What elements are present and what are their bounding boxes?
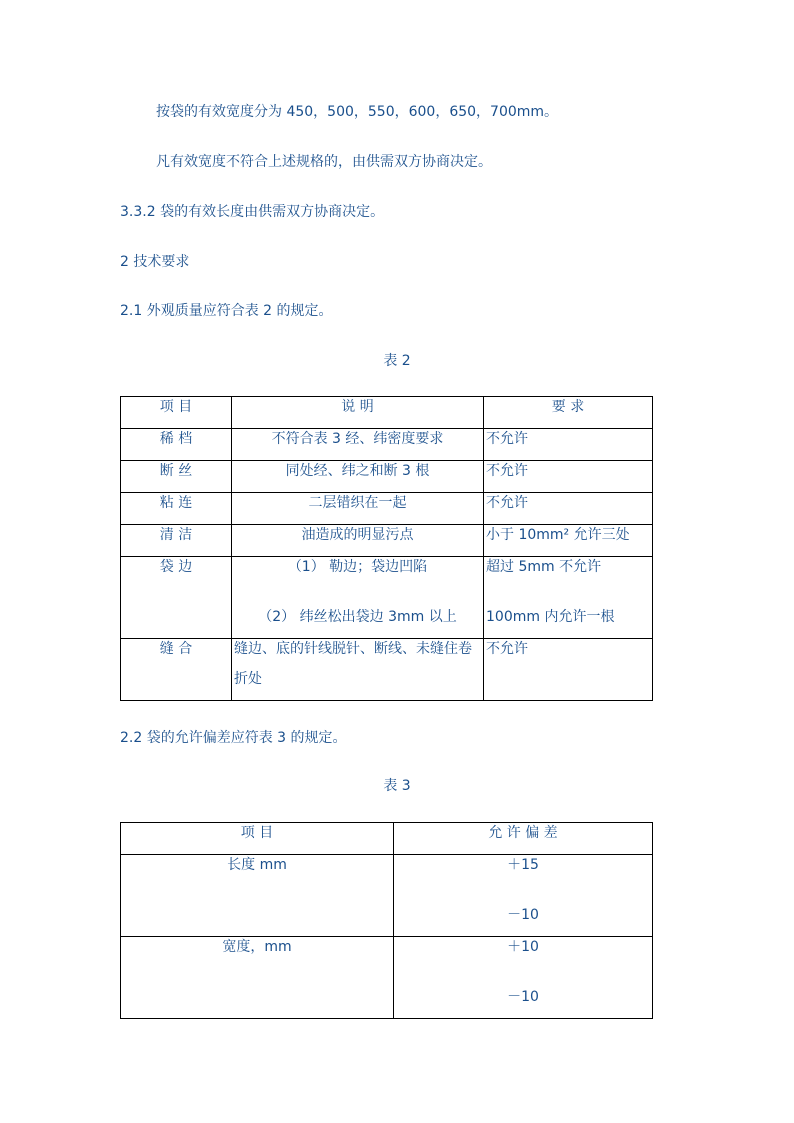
paragraph-tolerance: 2.2 袋的允许偏差应符表 3 的规定。 (120, 730, 347, 746)
table-row (121, 493, 653, 525)
section-heading-tech: 2 技术要求 (120, 254, 190, 270)
header-item: 项 目 (121, 397, 232, 429)
row-desc: 同处经、纬之和断 3 根 (232, 461, 484, 493)
table-3 (120, 822, 653, 1019)
row-desc (232, 557, 484, 639)
tolerance-plus: ＋10 (507, 939, 539, 955)
header-item: 项 目 (121, 823, 394, 855)
row-req: 不允许 (484, 493, 653, 525)
row-req-line1: 超过 5mm 不允许 (486, 559, 602, 575)
header-req: 要 求 (484, 397, 653, 429)
table-2 (120, 396, 653, 701)
table2-caption: 表 2 (383, 353, 411, 369)
row-desc: 二层错织在一起 (232, 493, 484, 525)
row-item: 粘 连 (121, 493, 232, 525)
row-req: 不允许 (484, 639, 653, 701)
row-item: 断 丝 (121, 461, 232, 493)
table-row (121, 461, 653, 493)
paragraph-widths: 按袋的有效宽度分为 450，500，550，600，650，700mm。 (156, 104, 559, 120)
table-row (121, 557, 653, 639)
row-item: 袋 边 (121, 557, 232, 639)
row-item: 宽度，mm (121, 937, 394, 1019)
tolerance-minus: －10 (507, 907, 539, 923)
row-req-line2: 100mm 内允许一根 (486, 609, 615, 625)
row-item: 缝 合 (121, 639, 232, 701)
paragraph-nonstandard: 凡有效宽度不符合上述规格的，由供需双方协商决定。 (156, 154, 492, 170)
row-req: 不允许 (484, 461, 653, 493)
row-desc-line1: （1） 勒边；袋边凹陷 (287, 559, 428, 575)
row-tolerance (394, 855, 653, 937)
row-tolerance (394, 937, 653, 1019)
row-req (484, 557, 653, 639)
row-desc (232, 639, 484, 701)
row-item: 长度 mm (121, 855, 394, 937)
table-header-row (121, 823, 653, 855)
table-row (121, 855, 653, 937)
tolerance-minus: －10 (507, 989, 539, 1005)
header-desc: 说 明 (232, 397, 484, 429)
paragraph-length: 3.3.2 袋的有效长度由供需双方协商决定。 (120, 204, 385, 220)
row-desc-line1: 缝边、底的针线脱针、断线、未缝住卷 (234, 641, 472, 657)
tolerance-plus: ＋15 (507, 857, 539, 873)
row-item: 稀 档 (121, 429, 232, 461)
paragraph-appearance: 2.1 外观质量应符合表 2 的规定。 (120, 303, 333, 319)
row-req: 小于 10mm² 允许三处 (484, 525, 653, 557)
row-req: 不允许 (484, 429, 653, 461)
row-desc-line2: （2） 纬丝松出袋边 3mm 以上 (258, 609, 457, 625)
row-desc: 油造成的明显污点 (232, 525, 484, 557)
table-header-row (121, 397, 653, 429)
row-desc: 不符合表 3 经、纬密度要求 (232, 429, 484, 461)
table-row (121, 937, 653, 1019)
header-tolerance: 允 许 偏 差 (394, 823, 653, 855)
row-item: 清 洁 (121, 525, 232, 557)
table3-caption: 表 3 (383, 778, 411, 794)
table-row (121, 525, 653, 557)
row-desc-line2: 折处 (234, 671, 262, 687)
table-row (121, 429, 653, 461)
table-row (121, 639, 653, 701)
